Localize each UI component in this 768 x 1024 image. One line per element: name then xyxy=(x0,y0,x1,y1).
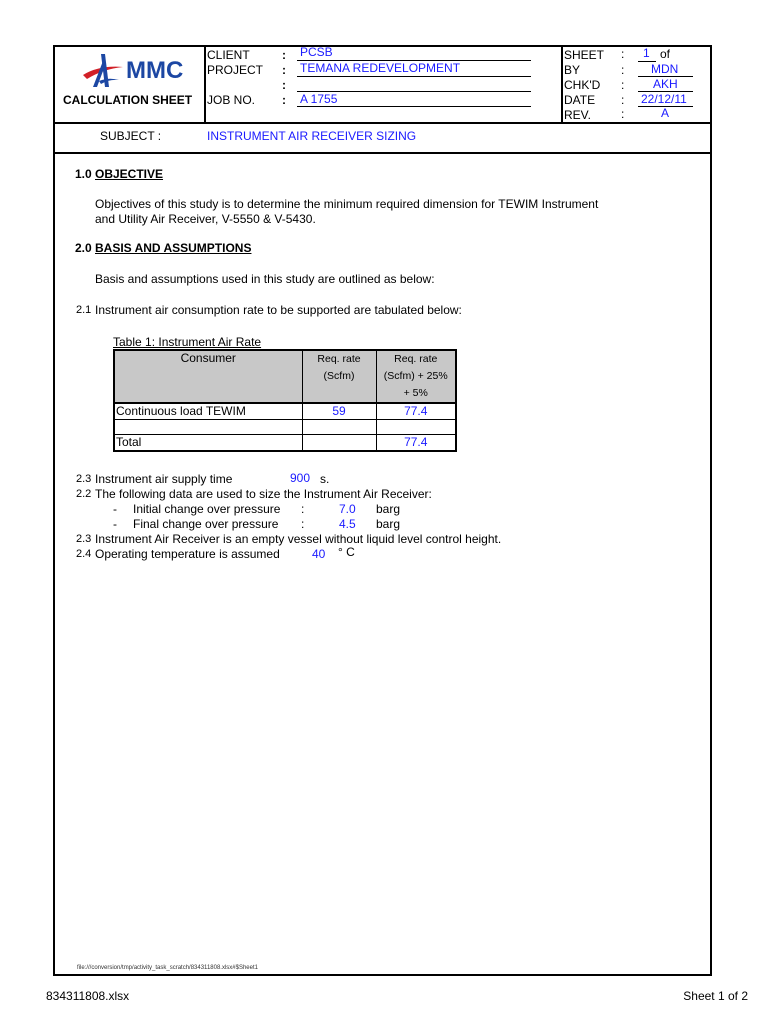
sheet-label: SHEET xyxy=(564,48,605,62)
final-pressure-sep: : xyxy=(301,517,305,531)
job-underline xyxy=(297,106,531,107)
col-adj-rate-header-l2: (Scfm) + 25% xyxy=(383,370,448,382)
chkd-value: AKH xyxy=(653,77,678,91)
item-temperature-text: Operating temperature is assumed xyxy=(95,547,280,561)
item-vessel-number: 2.3 xyxy=(76,533,92,545)
row-consumer-name: Continuous load TEWIM xyxy=(114,403,302,420)
rev-value: A xyxy=(661,106,670,120)
project-underline xyxy=(297,76,531,77)
row-rate: 59 xyxy=(302,403,376,420)
blank-sep: : xyxy=(282,78,286,92)
section-2-number: 2.0 xyxy=(75,241,92,255)
footer-filename: 834311808.xlsx xyxy=(46,989,130,1003)
project-sep: : xyxy=(282,63,286,77)
final-pressure-unit: barg xyxy=(376,517,401,531)
col-rate-header-l2: (Scfm) xyxy=(323,370,355,382)
calculation-sheet xyxy=(53,45,712,976)
item-data-text: The following data are used to size the Instrument Air Receiver: xyxy=(95,487,432,501)
chkd-sep: : xyxy=(621,78,625,92)
subject-value: INSTRUMENT AIR RECEIVER SIZING xyxy=(207,129,417,143)
total-adj-rate: 77.4 xyxy=(376,435,456,452)
total-rate-empty xyxy=(302,435,376,452)
item-2-1-number: 2.1 xyxy=(76,304,92,316)
header-divider-left xyxy=(204,47,206,122)
temperature-value: 40 xyxy=(312,547,326,561)
temperature-unit: ° C xyxy=(338,545,355,559)
item-2-1-text: Instrument air consumption rate to be supported are tabulated below: xyxy=(95,303,462,317)
supply-time-value: 900 xyxy=(290,471,311,485)
subject-label: SUBJECT : xyxy=(100,129,162,143)
initial-pressure-unit: barg xyxy=(376,502,401,516)
project-label: PROJECT xyxy=(207,63,264,77)
table-caption: Table 1: Instrument Air Rate xyxy=(113,335,262,349)
supply-time-unit: s. xyxy=(320,472,330,486)
item-data-number: 2.2 xyxy=(76,488,92,500)
chkd-label: CHK'D xyxy=(564,78,601,92)
item-supply-time-text: Instrument air supply time xyxy=(95,472,233,486)
by-sep: : xyxy=(621,63,625,77)
job-no-value: A 1755 xyxy=(300,92,338,106)
table-header-row xyxy=(114,350,456,403)
basis-intro: Basis and assumptions used in this study are outlined as below: xyxy=(95,272,435,286)
job-no-label: JOB NO. xyxy=(207,93,256,107)
item-vessel-text: Instrument Air Receiver is an empty vessel without liquid level control height. xyxy=(95,532,502,546)
col-adj-rate-header-l1: Req. rate xyxy=(394,353,438,365)
mmc-logo xyxy=(79,51,189,91)
date-label: DATE xyxy=(564,93,596,107)
final-pressure-value: 4.5 xyxy=(339,517,356,531)
sheet-sep: : xyxy=(621,47,625,61)
job-sep: : xyxy=(282,93,286,107)
calculation-sheet-label: CALCULATION SHEET xyxy=(63,93,193,107)
initial-pressure-sep: : xyxy=(301,502,305,516)
objective-line-2: and Utility Air Receiver, V-5550 & V-5430. xyxy=(95,212,316,226)
initial-pressure-dash: - xyxy=(113,502,117,516)
client-label: CLIENT xyxy=(207,48,250,62)
col-consumer-header: Consumer xyxy=(114,350,302,403)
logo-text: MMC xyxy=(126,57,184,84)
objective-line-1: Objectives of this study is to determine the minimum required dimension for TEWIM Instrument xyxy=(95,197,599,211)
empty-cell xyxy=(376,420,456,435)
rev-label: REV. xyxy=(564,108,591,122)
item-supply-time-number: 2.3 xyxy=(76,473,92,485)
col-adj-rate-header xyxy=(376,350,456,403)
header-divider-right xyxy=(561,47,563,122)
col-adj-rate-header-l3: + 5% xyxy=(403,387,428,399)
file-path-footnote: file:///conversion/tmp/activity_task_scratch/834311808.xlsx#$Sheet1 xyxy=(77,965,258,971)
project-value: TEMANA REDEVELOPMENT xyxy=(300,61,461,75)
rev-sep: : xyxy=(621,107,625,121)
subject-bottom-border xyxy=(55,152,710,154)
final-pressure-label: Final change over pressure xyxy=(133,517,279,531)
final-pressure-dash: - xyxy=(113,517,117,531)
instrument-air-rate-table xyxy=(113,349,457,452)
by-value: MDN xyxy=(651,62,679,76)
row-adj-rate: 77.4 xyxy=(376,403,456,420)
by-label: BY xyxy=(564,63,581,77)
header-bottom-border xyxy=(55,122,710,124)
initial-pressure-value: 7.0 xyxy=(339,502,356,516)
section-1-number: 1.0 xyxy=(75,167,92,181)
sheet-of: of xyxy=(660,47,671,61)
total-label: Total xyxy=(114,435,302,452)
date-sep: : xyxy=(621,93,625,107)
item-temperature-number: 2.4 xyxy=(76,548,92,560)
date-value: 22/12/11 xyxy=(641,92,687,106)
footer-page-number: Sheet 1 of 2 xyxy=(683,989,748,1003)
empty-cell xyxy=(114,420,302,435)
initial-pressure-label: Initial change over pressure xyxy=(133,502,281,516)
section-1-title: OBJECTIVE xyxy=(95,167,164,181)
col-rate-header xyxy=(302,350,376,403)
table-total-row xyxy=(114,435,456,452)
section-2-title: BASIS AND ASSUMPTIONS xyxy=(95,241,252,255)
client-sep: : xyxy=(282,48,286,62)
mmc-logo-icon xyxy=(79,51,129,91)
client-value: PCSB xyxy=(300,45,333,59)
empty-cell xyxy=(302,420,376,435)
table-row xyxy=(114,403,456,420)
col-rate-header-l1: Req. rate xyxy=(317,353,361,365)
table-row-empty xyxy=(114,420,456,435)
sheet-value: 1 xyxy=(643,46,650,60)
